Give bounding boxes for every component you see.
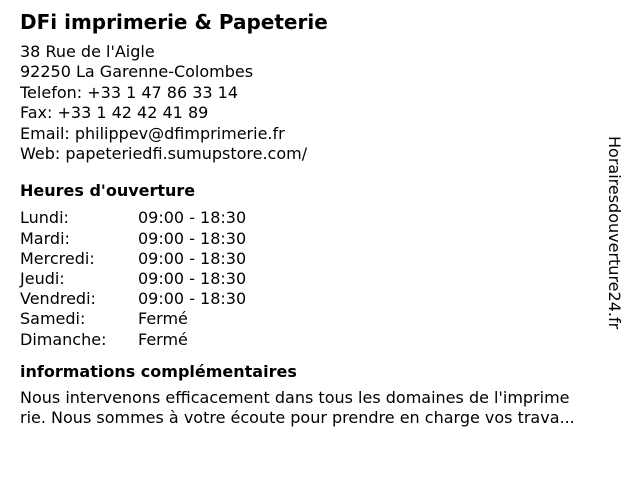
hours-time: 09:00 - 18:30 (138, 208, 247, 228)
hours-row (20, 289, 610, 309)
hours-time: 09:00 - 18:30 (138, 228, 247, 248)
hours-row (20, 309, 610, 329)
hours-day: Samedi: (20, 309, 86, 329)
additional-info-line: rie. Nous sommes à votre écoute pour prendre en charge vos trava... (20, 408, 575, 428)
hours-day: Mardi: (20, 228, 70, 248)
opening-hours-title: Heures d'ouverture (20, 181, 196, 201)
business-name: DFi imprimerie & Papeterie (20, 10, 328, 34)
hours-row (20, 229, 610, 249)
hours-day: Jeudi: (20, 269, 65, 288)
additional-info-title: informations complémentaires (20, 361, 297, 381)
address-city: 92250 La Garenne-Colombes (20, 62, 254, 82)
hours-row (20, 330, 610, 350)
opening-hours-table (20, 208, 610, 349)
address-street: 38 Rue de l'Aigle (20, 42, 155, 61)
hours-time: 09:00 - 18:30 (138, 269, 247, 288)
hours-day: Lundi: (20, 208, 69, 228)
hours-time: Fermé (138, 309, 188, 329)
hours-row (20, 208, 610, 228)
hours-row (20, 249, 610, 269)
website-url: Web: papeteriedfi.sumupstore.com/ (20, 144, 308, 164)
hours-time: 09:00 - 18:30 (138, 289, 247, 309)
hours-day: Mercredi: (20, 248, 95, 268)
hours-day: Dimanche: (20, 329, 107, 349)
phone-number: Telefon: +33 1 47 86 33 14 (20, 82, 239, 102)
hours-time: Fermé (138, 329, 188, 349)
hours-day: Vendredi: (20, 289, 96, 309)
additional-info-text (20, 388, 620, 429)
email-address: Email: philippev@dfimprimerie.fr (20, 123, 285, 143)
contact-details (20, 42, 610, 164)
site-watermark: Horairesdouverture24.fr (605, 136, 624, 330)
fax-number: Fax: +33 1 42 42 41 89 (20, 103, 209, 123)
business-card (20, 10, 610, 429)
hours-time: 09:00 - 18:30 (138, 248, 247, 268)
additional-info-line: Nous intervenons efficacement dans tous les domaines de l'imprime (20, 387, 570, 407)
hours-row (20, 269, 610, 289)
